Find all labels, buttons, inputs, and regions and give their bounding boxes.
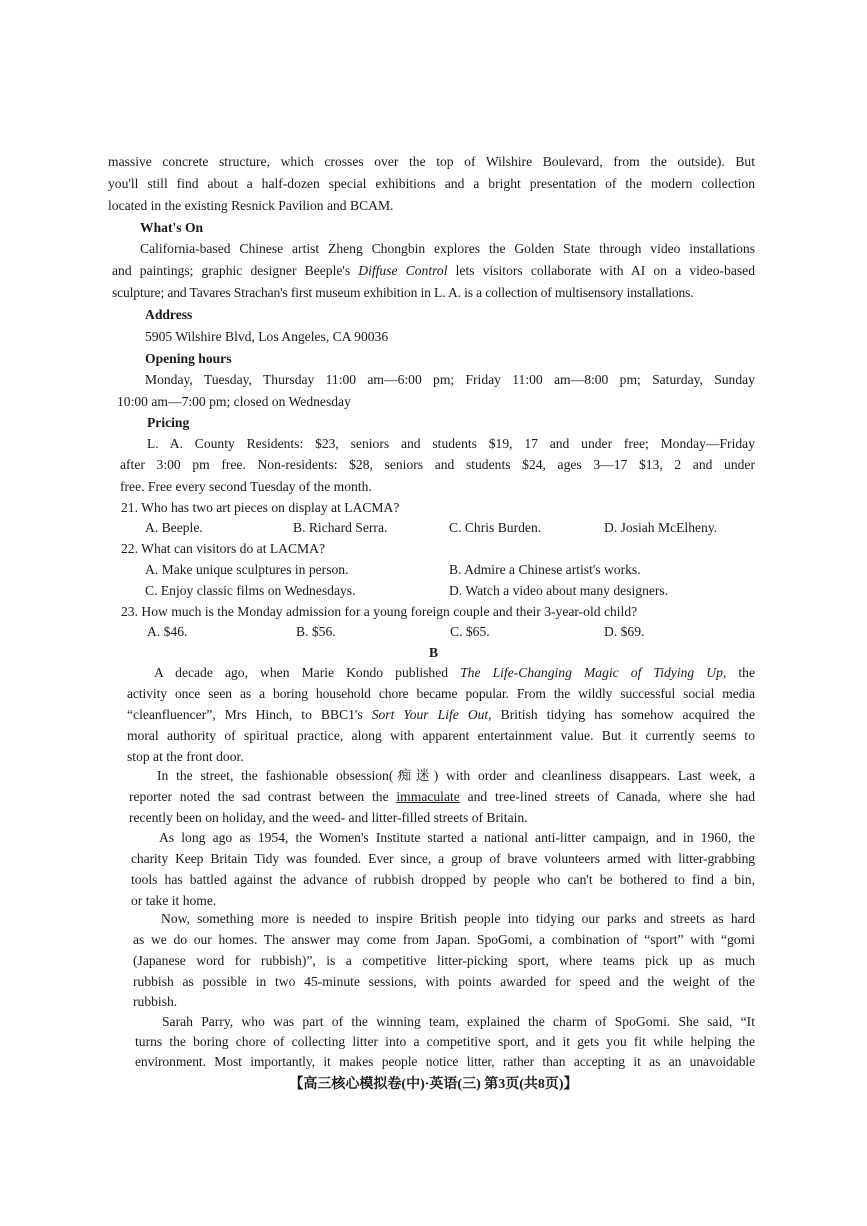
section-heading-whats-on: What's On <box>140 220 204 235</box>
body-text-line: sculpture; and Tavares Strachan's first museum exhibition in L. A. is a collection of multisensory installations. <box>112 285 694 300</box>
body-text-line: and paintings; graphic designer Beeple's Diffuse Control lets visitors collaborate with AI on a video-based <box>112 263 755 278</box>
body-text-line: Now, something more is needed to inspire British people into tidying our parks and streets as hard <box>161 911 755 926</box>
answer-option[interactable]: C. $65. <box>450 624 490 639</box>
body-text-line: you'll still find about a half-dozen special exhibitions and a bright presentation of the modern collection <box>108 176 755 191</box>
body-text-line: recently been on holiday, and the weed- and litter-filled streets of Britain. <box>129 810 528 825</box>
body-text-line: In the street, the fashionable obsession(痴迷) with order and cleanliness disappears. Last week, a <box>157 768 755 783</box>
body-text-line: rubbish. <box>133 994 178 1009</box>
answer-option[interactable]: D. $69. <box>604 624 645 639</box>
body-text-line: charity Keep Britain Tidy was founded. Ever since, a group of brave volunteers armed with litter-grabbing <box>131 851 755 866</box>
answer-option[interactable]: B. Richard Serra. <box>293 520 388 535</box>
body-text-line: or take it home. <box>131 893 217 908</box>
page-footer: 【高三核心模拟卷(中)·英语(三) 第3页(共8页)】 <box>289 1077 578 1092</box>
body-text-line: A decade ago, when Marie Kondo published The Life-Changing Magic of Tidying Up, the <box>154 665 755 680</box>
answer-option[interactable]: D. Josiah McElheny. <box>604 520 718 535</box>
body-text-line: “cleanfluencer”, Mrs Hinch, to BBC1's Sort Your Life Out, British tidying has somehow acquired the <box>127 707 756 722</box>
answer-option[interactable]: A. Make unique sculptures in person. <box>145 562 349 577</box>
body-text-line: stop at the front door. <box>127 749 244 764</box>
answer-option[interactable]: C. Chris Burden. <box>449 520 542 535</box>
body-text-line: tools has battled against the advance of rubbish dropped by people who can't be bothered to find a bin, <box>131 872 755 887</box>
body-text-line: Sarah Parry, who was part of the winning team, explained the charm of SpoGomi. She said, “It <box>162 1014 755 1029</box>
underlined-word: immaculate <box>396 789 460 804</box>
body-text-line: Monday, Tuesday, Thursday 11:00 am—6:00 pm; Friday 11:00 am—8:00 pm; Saturday, Sunday <box>145 372 755 387</box>
body-text-line: reporter noted the sad contrast between the immaculate and tree-lined streets of Canada, where she had <box>129 789 755 804</box>
answer-option[interactable]: C. Enjoy classic films on Wednesdays. <box>145 583 356 598</box>
body-text-line: 10:00 am—7:00 pm; closed on Wednesday <box>117 394 351 409</box>
body-text-line: free. Free every second Tuesday of the month. <box>120 479 372 494</box>
answer-option[interactable]: B. Admire a Chinese artist's works. <box>449 562 641 577</box>
body-text-line: after 3:00 pm free. Non-residents: $28, seniors and students $24, ages 3—17 $13, 2 and under <box>120 457 755 472</box>
answer-option[interactable]: A. Beeple. <box>145 520 203 535</box>
answer-option[interactable]: B. $56. <box>296 624 336 639</box>
book-title: The Life-Changing Magic of Tidying Up <box>460 665 723 680</box>
body-text-line: activity once seen as a boring household chore became popular. From the wildly successful social media <box>127 686 755 701</box>
question-stem: 23. How much is the Monday admission for a young foreign couple and their 3-year-old child? <box>121 604 638 619</box>
body-text-line: (Japanese word for rubbish)”, is a competitive litter-picking sport, where teams pick up as much <box>133 953 755 968</box>
body-text-line: California-based Chinese artist Zheng Chongbin explores the Golden State through video installations <box>140 241 755 256</box>
address-text: 5905 Wilshire Blvd, Los Angeles, CA 90036 <box>145 329 389 344</box>
section-heading-address: Address <box>145 307 193 322</box>
question-stem: 22. What can visitors do at LACMA? <box>121 541 325 556</box>
answer-option[interactable]: D. Watch a video about many designers. <box>449 583 669 598</box>
section-label-b: B <box>428 645 439 660</box>
section-heading-pricing: Pricing <box>147 415 190 430</box>
body-text-line: turns the boring chore of collecting litter into a competitive sport, and it gets you fit while helping the <box>135 1034 755 1049</box>
body-text-line: environment. Most importantly, it makes people notice litter, rather than accepting it as an unavoidable <box>135 1054 755 1069</box>
body-text-line: L. A. County Residents: $23, seniors and students $19, 17 and under free; Monday—Friday <box>147 436 755 451</box>
artwork-title: Diffuse Control <box>358 263 448 278</box>
body-text-line: as we do our homes. The answer may come from Japan. SpoGomi, a combination of “sport” with “gomi <box>133 932 755 947</box>
body-text-line: located in the existing Resnick Pavilion and BCAM. <box>108 198 394 213</box>
body-text-line: moral authority of spiritual practice, along with apparent entertainment value. But it currently seems to <box>127 728 755 743</box>
section-heading-opening-hours: Opening hours <box>145 351 232 366</box>
answer-option[interactable]: A. $46. <box>147 624 188 639</box>
tv-show-title: Sort Your Life Out <box>371 707 489 722</box>
question-stem: 21. Who has two art pieces on display at LACMA? <box>121 500 400 515</box>
body-text-line: As long ago as 1954, the Women's Institute started a national anti-litter campaign, and in 1960, the <box>159 830 755 845</box>
body-text-line: massive concrete structure, which crosses over the top of Wilshire Boulevard, from the outside). But <box>108 154 755 169</box>
body-text-line: rubbish as possible in two 45-minute sessions, with points awarded for speed and the weight of the <box>133 974 755 989</box>
